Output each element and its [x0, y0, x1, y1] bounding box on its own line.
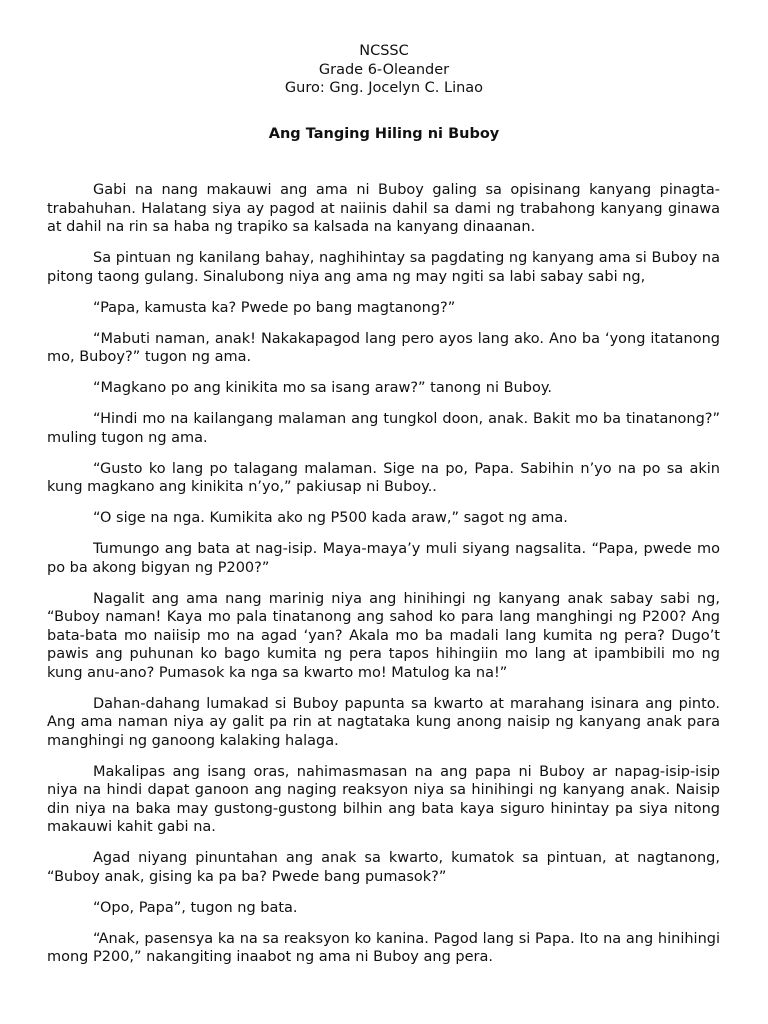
teacher-name: Guro: Gng. Jocelyn C. Linao	[284, 80, 484, 96]
paragraph: Sa pintuan ng kanilang bahay, naghihintay sa pagdating ng kanyang ama si Buboy na pitong taong gulang. Sinalubong niya ang ama ng may ngiti sa labi sabay sabi ng,	[47, 250, 720, 285]
paragraph: “Gusto ko lang po talagang malaman. Sige na po, Papa. Sabihin n’yo na po sa akin kung magkano ang kinikita n’yo,” pakiusap ni Buboy..	[47, 460, 720, 495]
paragraph: Agad niyang pinuntahan ang anak sa kwarto, kumatok sa pintuan, at nagtanong, “Buboy anak, gising ka pa ba? Pwede bang pumasok?”	[47, 850, 720, 885]
paragraph: “Anak, pasensya ka na sa reaksyon ko kanina. Pagod lang si Papa. Ito na ang hinihingi mong P200,” nakangiting inaabot ng ama ni Buboy ang pera.	[47, 930, 720, 965]
paragraph: Tumungo ang bata at nag-isip. Maya-maya’y muli siyang nagsalita. “Papa, pwede mo po ba akong bigyan ng P200?”	[47, 541, 720, 576]
paragraph: Nagalit ang ama nang marinig niya ang hinihingi ng kanyang anak sabay sabi ng, “Buboy naman! Kaya mo pala tinatanong ang sahod ko para lang manghingi ng P200? Ang bata-bata mo naiisip mo na agad ‘yan? Akala mo ba madali lang kumita ng pera? Dugo’t pawis ang puhunan ko bago kumita ng pera tapos hihingiin mo lang at ipambibili mo ng kung anu-ano? Pumasok ka nga sa kwarto mo! Matulog ka na!”	[47, 590, 720, 681]
paragraph: Dahan-dahang lumakad si Buboy papunta sa kwarto at marahang isinara ang pinto. Ang ama naman niya ay galit pa rin at nagtataka kung anong naisip ng kanyang anak para manghingi ng ganoong kalaking halaga.	[47, 695, 720, 749]
paragraph: “Opo, Papa”, tugon ng bata.	[93, 899, 298, 916]
story-body	[47, 181, 720, 979]
school-name: NCSSC	[359, 43, 409, 59]
story-title: Ang Tanging Hiling ni Buboy	[268, 126, 500, 142]
paragraph: “O sige na nga. Kumikita ako ng P500 kada araw,” sagot ng ama.	[93, 510, 568, 526]
paragraph: “Mabuti naman, anak! Nakakapagod lang pero ayos lang ako. Ano ba ‘yong itatanong mo, Buboy?” tugon ng ama.	[47, 330, 720, 365]
paragraph: “Magkano po ang kinikita mo sa isang araw?” tanong ni Buboy.	[93, 380, 552, 396]
paragraph: “Hindi mo na kailangang malaman ang tungkol doon, anak. Bakit mo ba tinatanong?” muling tugon ng ama.	[47, 411, 720, 446]
paragraph: Gabi na nang makauwi ang ama ni Buboy galing sa opisinang kanyang pinagta-trabahuhan. Halatang siya ay pagod at naiinis dahil sa dami ng trabahong kanyang ginawa at dahil na rin sa haba ng trapiko sa kalsada na kanyang dinaanan.	[47, 182, 720, 235]
paragraph: Makalipas ang isang oras, nahimasmasan na ang papa ni Buboy ar napag-isip-isip niya na hindi dapat ganoon ang naging reaksyon niya sa hinihingi ng kanyang anak. Naisip din niya na baka may gustong-gustong bilhin ang bata kaya siguro hinintay pa siya nitong makauwi kahit gabi na.	[47, 763, 720, 835]
paragraph: “Papa, kamusta ka? Pwede po bang magtanong?”	[93, 299, 456, 316]
document-header	[0, 42, 768, 98]
grade-section: Grade 6-Oleander	[318, 61, 450, 78]
